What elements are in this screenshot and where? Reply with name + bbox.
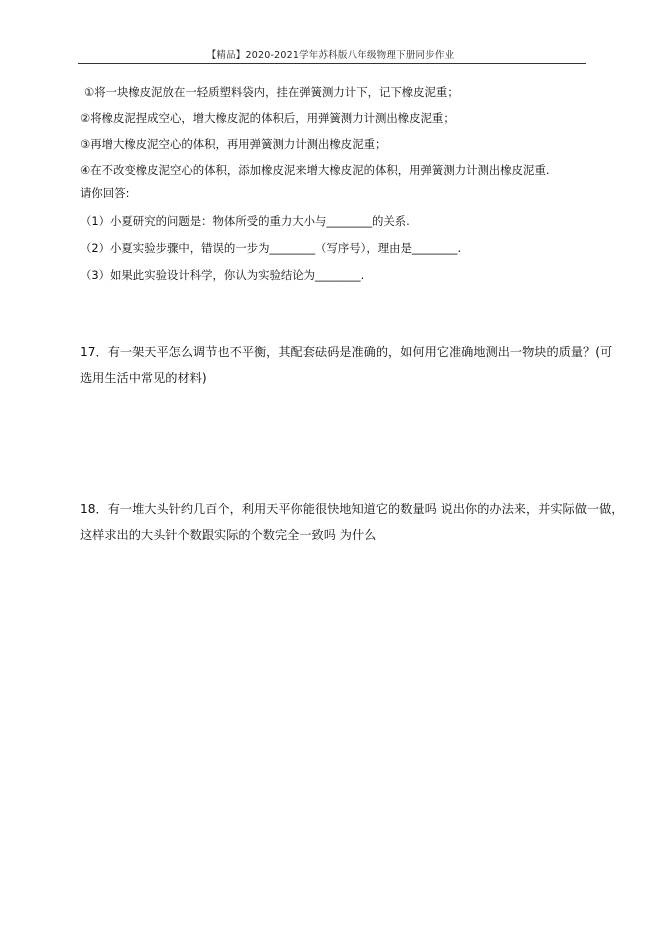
sub-question-1: （1）小夏研究的问题是：物体所受的重力大小与________的关系. — [80, 214, 410, 228]
step-2: ②将橡皮泥捏成空心，增大橡皮泥的体积后，用弹簧测力计测出橡皮泥重； — [80, 111, 455, 125]
question-18-line-2: 这样求出的大头针个数跟实际的个数完全一致吗 为什么 — [80, 528, 377, 542]
step-3: ③再增大橡皮泥空心的体积，再用弹簧测力计测出橡皮泥重； — [80, 137, 387, 151]
header-divider — [78, 63, 586, 64]
sub-question-3: （3）如果此实验设计科学，你认为实验结论为________. — [80, 268, 365, 282]
sub-question-2: （2）小夏实验步骤中，错误的一步为________（写序号），理由是________. — [80, 241, 462, 255]
question-17-line-2: 选用生活中常见的材料) — [80, 371, 207, 385]
step-4: ④在不改变橡皮泥空心的体积，添加橡皮泥来增大橡皮泥的体积，用弹簧测力计测出橡皮泥重. — [80, 163, 550, 177]
step-1: ①将一块橡皮泥放在一轻质塑料袋内，挂在弹簧测力计下，记下橡皮泥重； — [84, 85, 459, 99]
question-17-line-1: 17．有一架天平怎么调节也不平衡，其配套砝码是准确的，如何用它准确地测出一物块的质量？(可 — [80, 345, 613, 359]
header-title: 【精品】2020-2021学年苏科版八年级物理下册同步作业 — [206, 50, 455, 61]
answer-prompt: 请你回答: — [80, 186, 130, 200]
question-18-line-1: 18．有一堆大头针约几百个，利用天平你能很快地知道它的数量吗 说出你的办法来，并实际做一做， — [80, 502, 624, 516]
